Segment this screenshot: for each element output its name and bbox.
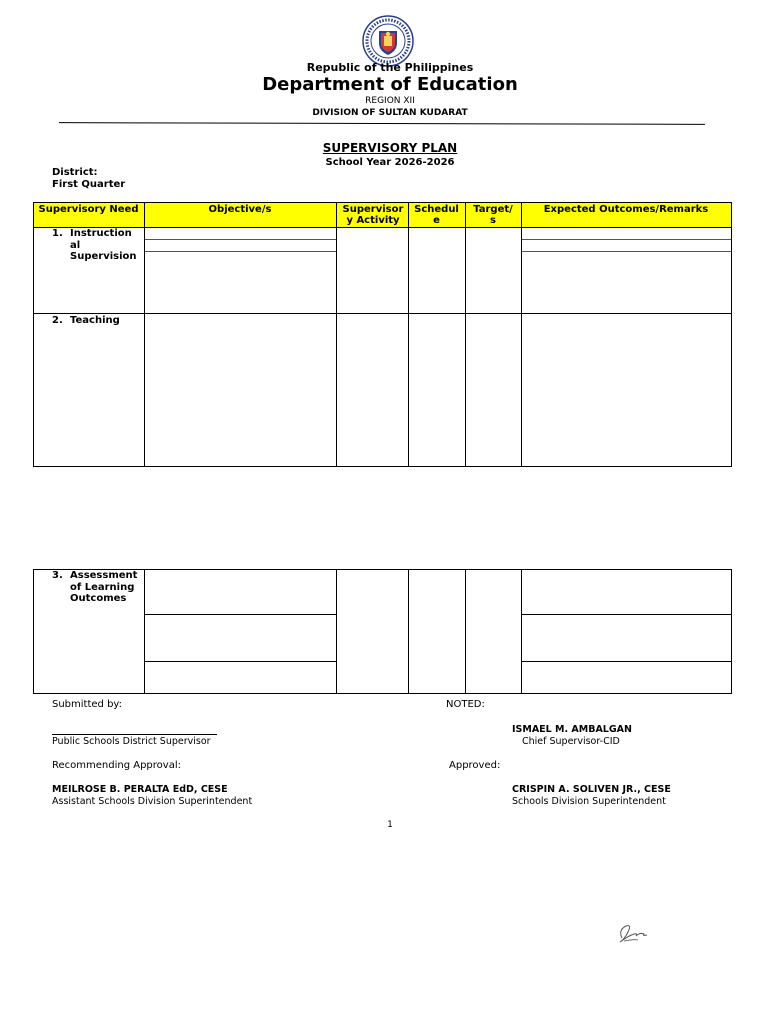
school-year: School Year 2026-2026 (325, 157, 455, 168)
table-border-left (33, 569, 34, 694)
objective-line (144, 661, 336, 662)
table-border-right (731, 569, 732, 694)
outcome-line (521, 251, 731, 252)
outcome-line (521, 614, 731, 615)
noted-name: ISMAEL M. AMBALGAN (512, 724, 632, 735)
need-number: 3. (52, 570, 63, 581)
page-number: 1 (387, 820, 393, 830)
quarter-label: First Quarter (52, 179, 126, 190)
col-header-targets: Target/ s (465, 203, 521, 227)
republic-heading: Republic of the Philippines (306, 61, 474, 74)
column-divider (521, 202, 522, 467)
column-divider (144, 569, 145, 694)
column-divider (521, 569, 522, 694)
district-supervisor-title: Public Schools District Supervisor (52, 736, 211, 747)
objective-line (144, 614, 336, 615)
objective-line (144, 251, 336, 252)
need-label: Assessment of Learning Outcomes (70, 570, 138, 604)
table-border-top (33, 202, 731, 203)
signature-scribble-icon (614, 918, 654, 946)
table-border-bottom (33, 466, 731, 467)
objective-line (144, 239, 336, 240)
col-header-schedule: Schedul e (408, 203, 465, 227)
asds-name: MEILROSE B. PERALTA EdD, CESE (52, 784, 228, 795)
need-label: Instruction al Supervision (70, 228, 137, 262)
row-divider (33, 313, 731, 314)
need-number: 1. (52, 228, 63, 239)
column-divider (465, 202, 466, 467)
header-divider (59, 122, 705, 125)
col-header-activity: Supervisor y Activity (336, 203, 408, 227)
col-header-objectives: Objective/s (144, 203, 336, 227)
approved-label: Approved: (449, 760, 501, 771)
asds-title: Assistant Schools Division Superintendent (52, 796, 253, 807)
col-header-need: Supervisory Need (33, 203, 144, 227)
column-divider (336, 202, 337, 467)
sds-title: Schools Division Superintendent (512, 796, 666, 807)
district-label: District: (52, 167, 98, 178)
column-divider (144, 202, 145, 467)
noted-label: NOTED: (446, 699, 485, 710)
deped-seal-icon (362, 15, 414, 67)
need-label: Teaching (70, 315, 120, 326)
column-divider (336, 569, 337, 694)
recommending-label: Recommending Approval: (52, 760, 181, 771)
outcome-line (521, 239, 731, 240)
region-heading: REGION XII (365, 96, 415, 106)
column-divider (408, 569, 409, 694)
need-number: 2. (52, 315, 63, 326)
column-divider (408, 202, 409, 467)
plan-title: SUPERVISORY PLAN (322, 141, 458, 155)
table-border-left (33, 202, 34, 467)
table-border-bottom (33, 693, 731, 694)
column-divider (465, 569, 466, 694)
table-border-right (731, 202, 732, 467)
division-heading: DIVISION OF SULTAN KUDARAT (312, 108, 468, 118)
department-heading: Department of Education (262, 74, 518, 95)
col-header-outcomes: Expected Outcomes/Remarks (521, 203, 731, 227)
sds-name: CRISPIN A. SOLIVEN JR., CESE (512, 784, 671, 795)
signature-line (52, 734, 217, 735)
noted-title: Chief Supervisor-CID (522, 736, 620, 747)
submitted-by-label: Submitted by: (52, 699, 122, 710)
outcome-line (521, 661, 731, 662)
